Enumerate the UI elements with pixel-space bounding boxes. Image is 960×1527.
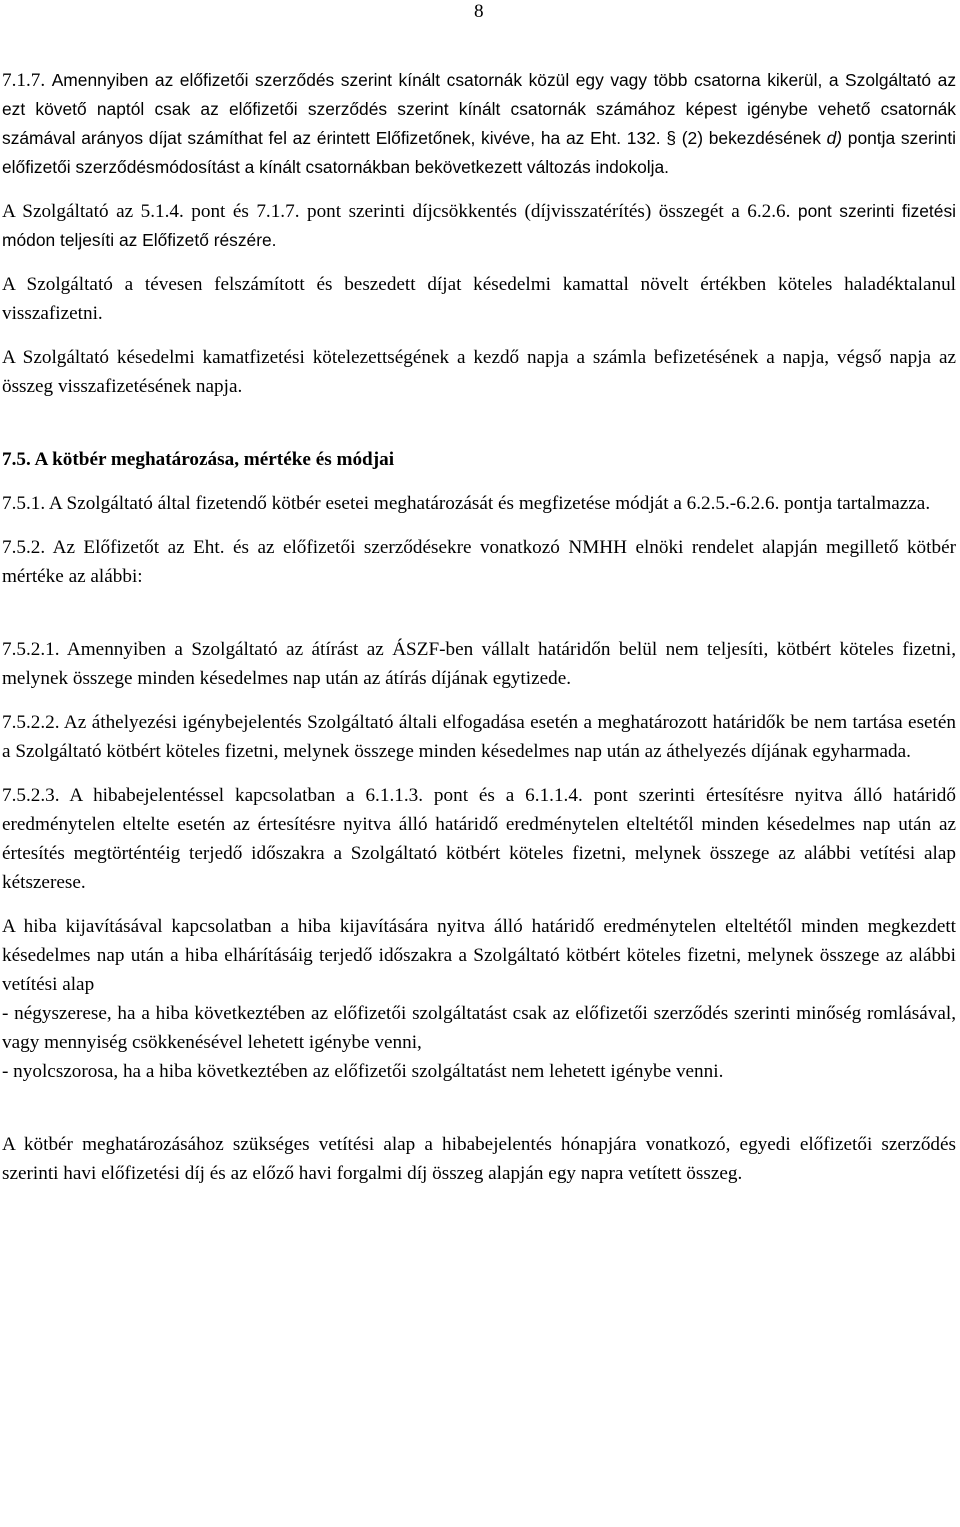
paragraph-7-1-7-sans-text: Amennyiben az előfizetői szerződés szerint kínált csatornák közül egy vagy több csatorna kikerül, a Szolgáltató az ezt követő naptól csak az előfizetői szerződés szerint kínált csatornák számához képest igénybe vehető csatornák számával arányos díjat számíthat fel az érintett Előfizetőnek, kivéve, ha az Eht. 132.	[2, 70, 957, 148]
paragraph-fault-repair	[2, 912, 956, 1086]
paragraph-refund-sans: pont szerinti fizetési módon teljesíti az Előfizető részére.	[2, 201, 956, 250]
paragraph-7-1-7-ref: (2) bekezdésének	[681, 128, 821, 148]
paragraph-base-amount: A kötbér meghatározásához szükséges vetítési alap a hibabejelentés hónapjára vonatkozó, egyedi előfizetői szerződés szerinti havi előfizetési díj és az előző havi forgalmi díj összeg alapján egy napra vetített összeg.	[2, 1134, 956, 1184]
fault-repair-intro: A hiba kijavításával kapcsolatban a hiba kijavítására nyitva álló határidő eredménytelen elteltétől minden megkezdett késedelmes nap után a hiba elhárításáig terjedő időszakra a Szolgáltató kötbért köteles fizetni, melynek összege az alábbi vetítési alap	[2, 916, 956, 995]
paragraph-7-5-2-2: 7.5.2.2. Az áthelyezési igénybejelentés Szolgáltató általi elfogadása esetén a meghatározott határidők be nem tartása esetén a Szolgáltató kötbért köteles fizetni, melynek összege minden késedelmes nap után az áthelyezés díjának egyharmada.	[2, 712, 956, 762]
paragraph-7-5-2-3: 7.5.2.3. A hibabejelentéssel kapcsolatban a 6.1.1.3. pont és a 6.1.1.4. pont szerinti értesítésre nyitva álló határidő eredménytelen eltelte esetén az értesítésre nyitva álló határidő eredménytelen elteltétől minden késedelmes nap után az értesítés megtörténtéig terjedő időszakra a Szolgáltató kötbért köteles fizetni, melynek összege az alábbi vetítési alap kétszerese.	[2, 785, 956, 893]
paragraph-refund	[2, 197, 956, 255]
paragraph-7-5-2-1: 7.5.2.1. Amennyiben a Szolgáltató az átírást az ÁSZF-ben vállalt határidőn belül nem teljesíti, kötbért köteles fizetni, melynek összege minden késedelmes nap után az átírás díjának egytizede.	[2, 639, 956, 689]
paragraph-7-1-7-end: pontja szerinti előfizetői szerződésmódosítást a kínált csatornákban bekövetkezett változás indokolja.	[2, 128, 957, 177]
fault-repair-item-quadruple: - négyszerese, ha a hiba következtében az előfizetői szolgáltatást csak az előfizetői szerződés szerinti minőség romlásával, vagy mennyiség csökkenésével lehetett igénybe venni,	[2, 1003, 956, 1053]
paragraph-refund-serif: A Szolgáltató az 5.1.4. pont és 7.1.7. pont szerinti díjcsökkentés (díjvisszatérítés) összegét a 6.2.6.	[2, 201, 791, 222]
paragraph-7-5-2: 7.5.2. Az Előfizetőt az Eht. és az előfizetői szerződésekre vonatkozó NMHH elnöki rendelet alapján megillető kötbér mértéke az alábbi:	[2, 537, 956, 587]
section-number-7-1-7: 7.1.7.	[2, 70, 46, 91]
fault-repair-item-octuple: - nyolcszorosa, ha a hiba következtében az előfizetői szolgáltatást nem lehetett igénybe venni.	[2, 1061, 724, 1082]
page-number: 8	[474, 1, 484, 22]
paragraph-repayment: A Szolgáltató a tévesen felszámított és beszedett díjat késedelmi kamattal növelt értékben köteles haladéktalanul visszafizetni.	[2, 274, 956, 324]
paragraph-7-1-7-point-d: d)	[826, 128, 843, 148]
paragraph-7-5-1: 7.5.1. A Szolgáltató által fizetendő kötbér esetei meghatározását és megfizetése módját a 6.2.5.-6.2.6. pontja tartalmazza.	[2, 493, 931, 514]
paragraph-7-1-7	[2, 66, 956, 182]
section-sign: §	[666, 128, 677, 148]
section-heading-7-5: 7.5. A kötbér meghatározása, mértéke és módjai	[2, 449, 395, 470]
paragraph-interest: A Szolgáltató késedelmi kamatfizetési kötelezettségének a kezdő napja a számla befizetésének a napja, végső napja az összeg visszafizetésének napja.	[2, 347, 956, 397]
document-body	[2, 66, 956, 1188]
